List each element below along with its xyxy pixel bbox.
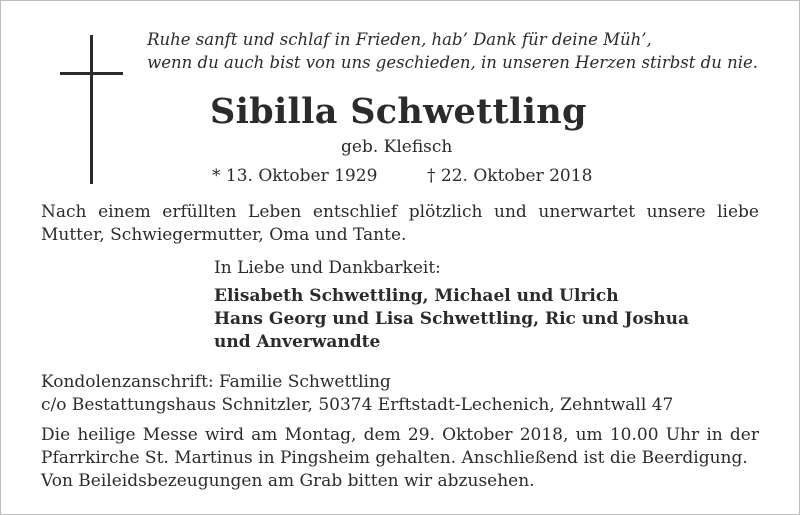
cross-icon-vertical [90,35,93,184]
condolence-address-line-2: c/o Bestattungshaus Schnitzler, 50374 Erftstadt-Lechenich, Zehntwall 47 [41,395,674,415]
cross-icon-horizontal [60,72,123,75]
life-dates [212,166,592,186]
birth-date: * 13. Oktober 1929 [212,166,378,186]
deceased-name: Sibilla Schwettling [210,91,587,132]
announcement-text: Nach einem erfüllten Leben entschlief plötzlich und unerwartet unsere liebe Mutter, Schwiegermutter, Oma und Tante. [41,202,759,245]
poem-line-2: wenn du auch bist von uns geschieden, in unseren Herzen stirbst du nie. [147,53,758,72]
maiden-name: geb. Klefisch [341,137,453,157]
mass-info: Die heilige Messe wird am Montag, dem 29. Oktober 2018, um 10.00 Uhr in der Pfarrkirche St. Martinus in Pingsheim gehalten. Anschließend ist die Beerdigung. [41,425,759,468]
mourner-line: Elisabeth Schwettling, Michael und Ulrich [214,286,619,306]
mourner-line: und Anverwandte [214,332,381,352]
condolence-address [41,371,673,417]
mourners-list [214,285,689,354]
poem [147,28,758,74]
death-date: † 22. Oktober 2018 [427,166,593,186]
mourner-line: Hans Georg und Lisa Schwettling, Ric und Joshua [214,309,690,329]
closing-note: Von Beileidsbezeugungen am Grab bitten wir abzusehen. [41,471,535,491]
mourners-intro: In Liebe und Dankbarkeit: [214,258,441,278]
condolence-address-line-1: Kondolenzanschrift: Familie Schwettling [41,372,391,392]
poem-line-1: Ruhe sanft und schlaf in Frieden, hab’ Dank für deine Müh’, [147,30,652,49]
